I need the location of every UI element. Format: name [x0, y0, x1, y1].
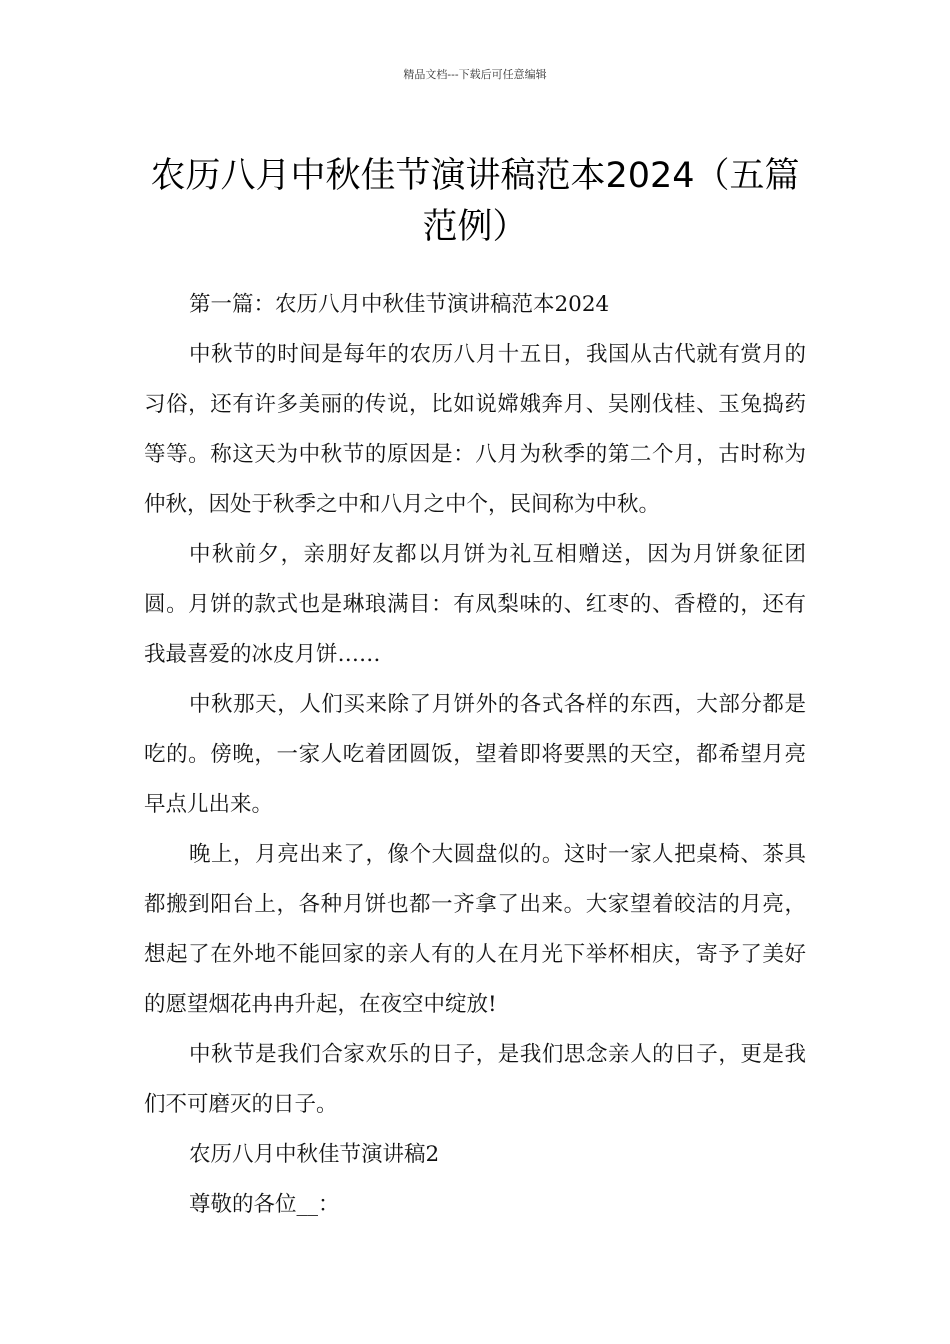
paragraph: 中秋前夕，亲朋好友都以月饼为礼互相赠送，因为月饼象征团圆。月饼的款式也是琳琅满目：有凤梨味的、红枣的、香橙的，还有我最喜爱的冰皮月饼……	[144, 542, 806, 667]
paragraph: 中秋节是我们合家欢乐的日子，是我们思念亲人的日子，更是我们不可磨灭的日子。	[144, 1042, 806, 1117]
salutation: 尊敬的各位__：	[189, 1192, 340, 1217]
paragraph: 中秋节的时间是每年的农历八月十五日，我国从古代就有赏月的习俗，还有许多美丽的传说，比如说嫦娥奔月、吴刚伐桂、玉兔捣药等等。称这天为中秋节的原因是：八月为秋季的第二个月，古时称为仲秋，因处于秋季之中和八月之中个，民间称为中秋。	[144, 342, 806, 517]
section-heading: 农历八月中秋佳节演讲稿2	[189, 1142, 440, 1167]
paragraph: 中秋那天，人们买来除了月饼外的各式各样的东西，大部分都是吃的。傍晚，一家人吃着团圆饭，望着即将要黑的天空，都希望月亮早点儿出来。	[144, 692, 806, 817]
document-title: 农历八月中秋佳节演讲稿范本2024（五篇范例）	[150, 156, 800, 248]
paragraph: 晚上，月亮出来了，像个大圆盘似的。这时一家人把桌椅、茶具都搬到阳台上，各种月饼也都一齐拿了出来。大家望着皎洁的月亮，想起了在外地不能回家的亲人有的人在月光下举杯相庆，寄予了美好的愿望烟花冉冉升起，在夜空中绽放!	[144, 842, 806, 1017]
page-header: 精品文档---下载后可任意编辑	[403, 68, 547, 81]
document-body	[144, 280, 806, 1230]
section-heading: 第一篇：农历八月中秋佳节演讲稿范本2024	[189, 292, 610, 317]
